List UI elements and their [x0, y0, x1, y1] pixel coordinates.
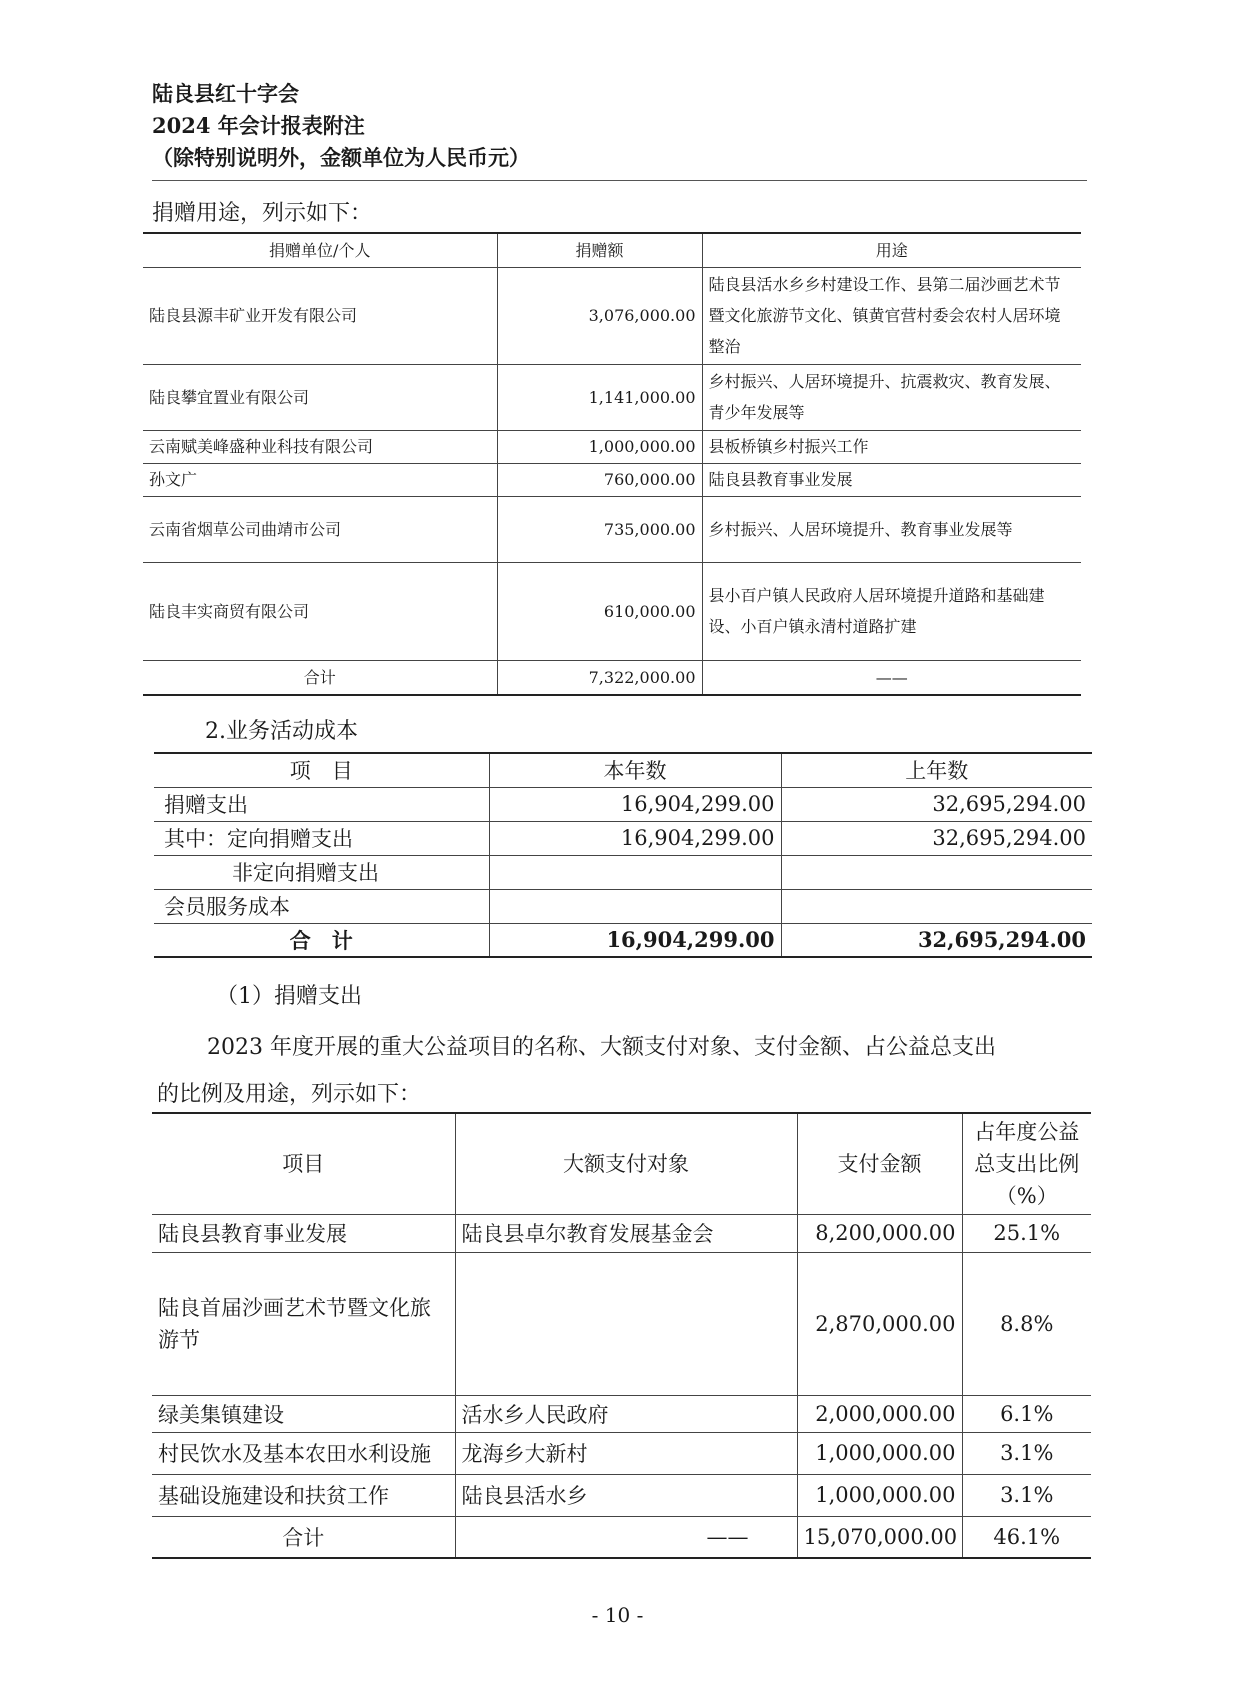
total-label: 合 计: [154, 923, 489, 957]
total-row: [152, 1516, 1091, 1558]
column-header: 大额支付对象: [455, 1113, 797, 1214]
donation-amount: 760,000.00: [497, 463, 702, 496]
activity-cost-table: [154, 752, 1092, 958]
unit-note: （除特别说明外，金额单位为人民币元）: [152, 145, 530, 170]
current-year-value: 16,904,299.00: [489, 787, 781, 821]
column-header: 占年度公益总支出比例（%）: [962, 1113, 1091, 1214]
payment-amount: 8,200,000.00: [797, 1214, 962, 1252]
previous-year-value: [781, 889, 1092, 923]
donor-name: 云南赋美峰盛种业科技有限公司: [143, 430, 497, 463]
table-row: [143, 562, 1081, 660]
donation-amount: 1,000,000.00: [497, 430, 702, 463]
document-title: 2024 年会计报表附注: [152, 113, 365, 138]
table-row: [154, 787, 1092, 821]
table-row: [143, 496, 1081, 562]
table-row: [143, 364, 1081, 430]
donation-use-table: [143, 232, 1081, 696]
total-use: ——: [702, 660, 1081, 695]
expense-ratio: 3.1%: [962, 1474, 1091, 1516]
payee: 活水乡人民政府: [455, 1395, 797, 1432]
project-name: 绿美集镇建设: [152, 1395, 455, 1432]
paragraph-line-2: 的比例及用途，列示如下：: [157, 1082, 422, 1107]
column-header: 上年数: [781, 753, 1092, 787]
donation-amount: 3,076,000.00: [497, 267, 702, 364]
section-heading-donation-expense: （1）捐赠支出: [216, 984, 362, 1009]
donor-name: 孙文广: [143, 463, 497, 496]
donor-name: 陆良攀宜置业有限公司: [143, 364, 497, 430]
paragraph-line-1: 2023 年度开展的重大公益项目的名称、大额支付对象、支付金额、占公益总支出: [207, 1035, 996, 1060]
table-row: [152, 1474, 1091, 1516]
previous-year-value: 32,695,294.00: [781, 787, 1092, 821]
donor-name: 陆良丰实商贸有限公司: [143, 562, 497, 660]
expense-ratio: 25.1%: [962, 1214, 1091, 1252]
table-row: [143, 463, 1081, 496]
project-name: 村民饮水及基本农田水利设施: [152, 1432, 455, 1474]
current-year-value: 16,904,299.00: [489, 821, 781, 855]
donation-amount: 735,000.00: [497, 496, 702, 562]
page-number: - 10 -: [591, 1603, 644, 1627]
column-header: 支付金额: [797, 1113, 962, 1214]
column-header: 捐赠单位/个人: [143, 233, 497, 267]
total-previous-year: 32,695,294.00: [781, 923, 1092, 957]
table-row: [152, 1395, 1091, 1432]
expense-ratio: 3.1%: [962, 1432, 1091, 1474]
donation-use: 乡村振兴、人居环境提升、教育事业发展等: [702, 496, 1081, 562]
table-row: [143, 267, 1081, 364]
donation-use: 陆良县活水乡乡村建设工作、县第二届沙画艺术节暨文化旅游节文化、镇黄官营村委会农村人居环境整治: [702, 267, 1081, 364]
project-name: 陆良县教育事业发展: [152, 1214, 455, 1252]
total-row: [143, 660, 1081, 695]
current-year-value: [489, 889, 781, 923]
organization-name: 陆良县红十字会: [152, 81, 299, 106]
donation-use: 县小百户镇人民政府人居环境提升道路和基础建设、小百户镇永清村道路扩建: [702, 562, 1081, 660]
document-header: [152, 78, 1087, 174]
previous-year-value: 32,695,294.00: [781, 821, 1092, 855]
table-row: [152, 1432, 1091, 1474]
section-heading-activity-cost: 2.业务活动成本: [205, 719, 358, 744]
donation-use: 县板桥镇乡村振兴工作: [702, 430, 1081, 463]
total-label: 合计: [152, 1516, 455, 1558]
total-current-year: 16,904,299.00: [489, 923, 781, 957]
previous-year-value: [781, 855, 1092, 889]
column-header: 本年数: [489, 753, 781, 787]
donation-use: 乡村振兴、人居环境提升、抗震救灾、教育发展、青少年发展等: [702, 364, 1081, 430]
column-header: 项 目: [154, 753, 489, 787]
payee: [455, 1252, 797, 1395]
table-row: [143, 430, 1081, 463]
column-header: 用途: [702, 233, 1081, 267]
total-amount: 7,322,000.00: [497, 660, 702, 695]
project-name: 基础设施建设和扶贫工作: [152, 1474, 455, 1516]
expense-ratio: 6.1%: [962, 1395, 1091, 1432]
total-label: 合计: [143, 660, 497, 695]
donor-name: 云南省烟草公司曲靖市公司: [143, 496, 497, 562]
table-row: [154, 821, 1092, 855]
total-row: [154, 923, 1092, 957]
payee: 龙海乡大新村: [455, 1432, 797, 1474]
table-header-row: [152, 1113, 1091, 1214]
payee: 陆良县卓尔教育发展基金会: [455, 1214, 797, 1252]
payment-amount: 2,870,000.00: [797, 1252, 962, 1395]
total-payee: ——: [455, 1516, 797, 1558]
payment-amount: 1,000,000.00: [797, 1432, 962, 1474]
donation-use: 陆良县教育事业发展: [702, 463, 1081, 496]
donation-amount: 1,141,000.00: [497, 364, 702, 430]
payment-amount: 2,000,000.00: [797, 1395, 962, 1432]
header-divider: [152, 180, 1087, 181]
table-row: [152, 1252, 1091, 1395]
table-row: [154, 855, 1092, 889]
cost-item: 会员服务成本: [154, 889, 489, 923]
cost-item: 捐赠支出: [154, 787, 489, 821]
donation-use-intro: 捐赠用途，列示如下：: [152, 201, 373, 226]
total-ratio: 46.1%: [962, 1516, 1091, 1558]
expense-ratio: 8.8%: [962, 1252, 1091, 1395]
column-header: 捐赠额: [497, 233, 702, 267]
donation-amount: 610,000.00: [497, 562, 702, 660]
table-row: [152, 1214, 1091, 1252]
payment-amount: 1,000,000.00: [797, 1474, 962, 1516]
project-name: 陆良首届沙画艺术节暨文化旅游节: [152, 1252, 455, 1395]
total-amount: 15,070,000.00: [797, 1516, 962, 1558]
major-projects-table: [152, 1112, 1091, 1559]
table-row: [154, 889, 1092, 923]
table-header-row: [143, 233, 1081, 267]
payee: 陆良县活水乡: [455, 1474, 797, 1516]
cost-item: 非定向捐赠支出: [154, 855, 489, 889]
cost-item: 其中：定向捐赠支出: [154, 821, 489, 855]
donor-name: 陆良县源丰矿业开发有限公司: [143, 267, 497, 364]
current-year-value: [489, 855, 781, 889]
table-header-row: [154, 753, 1092, 787]
column-header: 项目: [152, 1113, 455, 1214]
